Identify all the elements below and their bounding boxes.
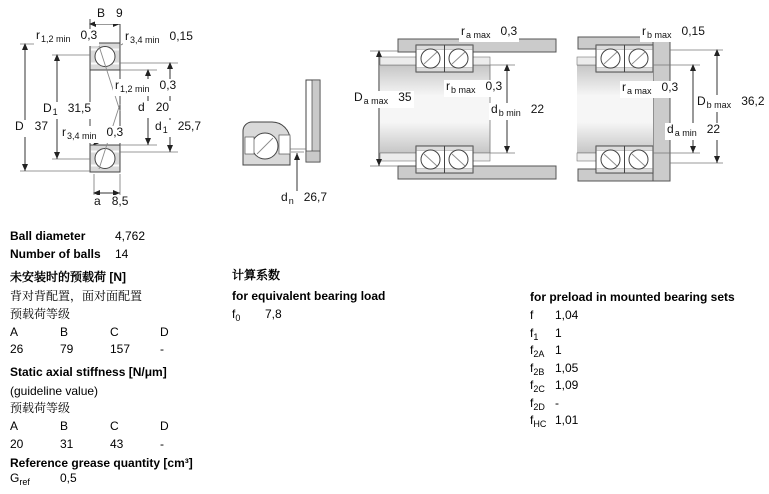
dim-label-r34-top: $r_{3,4 min}$ 0,15 — [125, 29, 193, 45]
col-header: D — [160, 419, 169, 433]
col-header: A — [10, 325, 19, 339]
cell-value: 79 — [60, 342, 74, 356]
col-header: A — [10, 419, 19, 433]
factor-symbol: $f_{2B}$ — [530, 361, 545, 377]
factor-value: 1,01 — [555, 413, 579, 427]
spec-label: Number of balls — [10, 247, 101, 261]
spec-row-number-of-balls — [10, 247, 128, 261]
dim-label-Da-max: $D_{a max}$ 35 — [354, 90, 412, 106]
col-header: C — [110, 419, 119, 433]
dim-label-bore-d: d 20 — [136, 101, 171, 118]
col-header: C — [110, 325, 119, 339]
factor-row — [530, 396, 559, 414]
spec-value: 14 — [115, 247, 129, 261]
preload-sets-heading: for preload in mounted bearing sets — [530, 290, 735, 304]
factor-value: 7,8 — [265, 307, 282, 321]
dim-label-d1: $d_1$ 25,7 — [155, 119, 202, 135]
factor-row — [530, 308, 578, 326]
stiffness-value-row — [10, 437, 210, 451]
factor-value: 1 — [555, 326, 562, 340]
dim-label-width-B: B 9 — [95, 7, 125, 24]
factor-value: 1,09 — [555, 378, 579, 392]
cell-value: - — [160, 342, 164, 356]
spec-label: Ball diameter — [10, 229, 86, 243]
dim-label-db-min: $d_{b min}$ 22 — [491, 102, 545, 118]
factor-symbol: $f_{2A}$ — [530, 343, 545, 359]
grease-row — [10, 471, 77, 489]
calculation-title: 计算系数 — [232, 268, 281, 282]
spec-value: 4,762 — [115, 229, 146, 243]
col-header: B — [60, 419, 69, 433]
factor-row-f0 — [232, 307, 282, 325]
dim-label-outer-D: D 37 — [13, 120, 50, 137]
factor-value: 1,04 — [555, 308, 579, 322]
cell-value: 43 — [110, 437, 124, 451]
dim-label-a: a 8,5 — [92, 195, 130, 212]
grease-title: Reference grease quantity [cm³] — [10, 456, 193, 470]
factor-symbol: $f_{HC}$ — [530, 413, 547, 429]
grease-symbol: $G_{ref}$ — [10, 471, 30, 487]
factor-row — [530, 378, 578, 396]
factor-symbol: f — [530, 308, 534, 322]
dim-label-rb-max-d3: $r_{b max}$ 0,3 — [446, 79, 503, 95]
equivalent-load-heading: for equivalent bearing load — [232, 289, 386, 303]
factor-row — [530, 343, 562, 361]
dim-label-ra-max-d3: $r_{a max}$ 0,3 — [461, 24, 518, 40]
cell-value: 26 — [10, 342, 24, 356]
stiffness-class-label: 预载荷等级 — [10, 401, 71, 415]
factor-value: 1 — [555, 343, 562, 357]
factor-value: - — [555, 396, 559, 410]
dim-label-da-min: $d_{a min}$ 22 — [667, 122, 721, 138]
dim-label-r34-mid: $r_{3,4 min}$ 0,3 — [62, 125, 124, 141]
factor-symbol: $f_{2C}$ — [530, 378, 545, 394]
grease-value: 0,5 — [60, 471, 77, 485]
dim-label-dn: $d_n$ 26,7 — [281, 190, 328, 206]
preload-value-row — [10, 342, 210, 356]
cell-value: - — [160, 437, 164, 451]
stiffness-header-row — [10, 419, 210, 433]
dim-label-rb-max-d4: $r_{b max}$ 0,15 — [642, 24, 705, 40]
dim-label-ra-max-d4: $r_{a max}$ 0,3 — [622, 80, 679, 96]
factor-symbol: $f_0$ — [232, 307, 241, 323]
factor-symbol: $f_{2D}$ — [530, 396, 545, 412]
factor-value: 1,05 — [555, 361, 579, 375]
factor-symbol: $f_1$ — [530, 326, 539, 342]
dim-label-r12-top: $r_{1,2 min}$ 0,3 — [36, 28, 98, 44]
cell-value: 157 — [110, 342, 131, 356]
col-header: D — [160, 325, 169, 339]
stiffness-title: Static axial stiffness [N/μm] — [10, 365, 167, 379]
factor-row — [530, 326, 562, 344]
spec-row-ball-diameter — [10, 229, 145, 243]
stiffness-subtitle: (guideline value) — [10, 384, 99, 398]
factor-row — [530, 361, 578, 379]
dim-label-r12-mid: $r_{1,2 min}$ 0,3 — [115, 78, 177, 94]
preload-class-label: 预载荷等级 — [10, 307, 71, 321]
preload-header-row — [10, 325, 210, 339]
preload-subtitle: 背对背配置，面对面配置 — [10, 289, 143, 303]
preload-title: 未安装时的预载荷 [N] — [10, 270, 126, 284]
cell-value: 20 — [10, 437, 24, 451]
factor-row — [530, 413, 578, 431]
col-header: B — [60, 325, 69, 339]
diagram-fillet-abutment — [243, 80, 320, 191]
cell-value: 31 — [60, 437, 74, 451]
dim-label-D1: $D_1$ 31,5 — [43, 101, 92, 117]
dim-label-Db-max: $D_{b max}$ 36,2 — [697, 94, 765, 110]
